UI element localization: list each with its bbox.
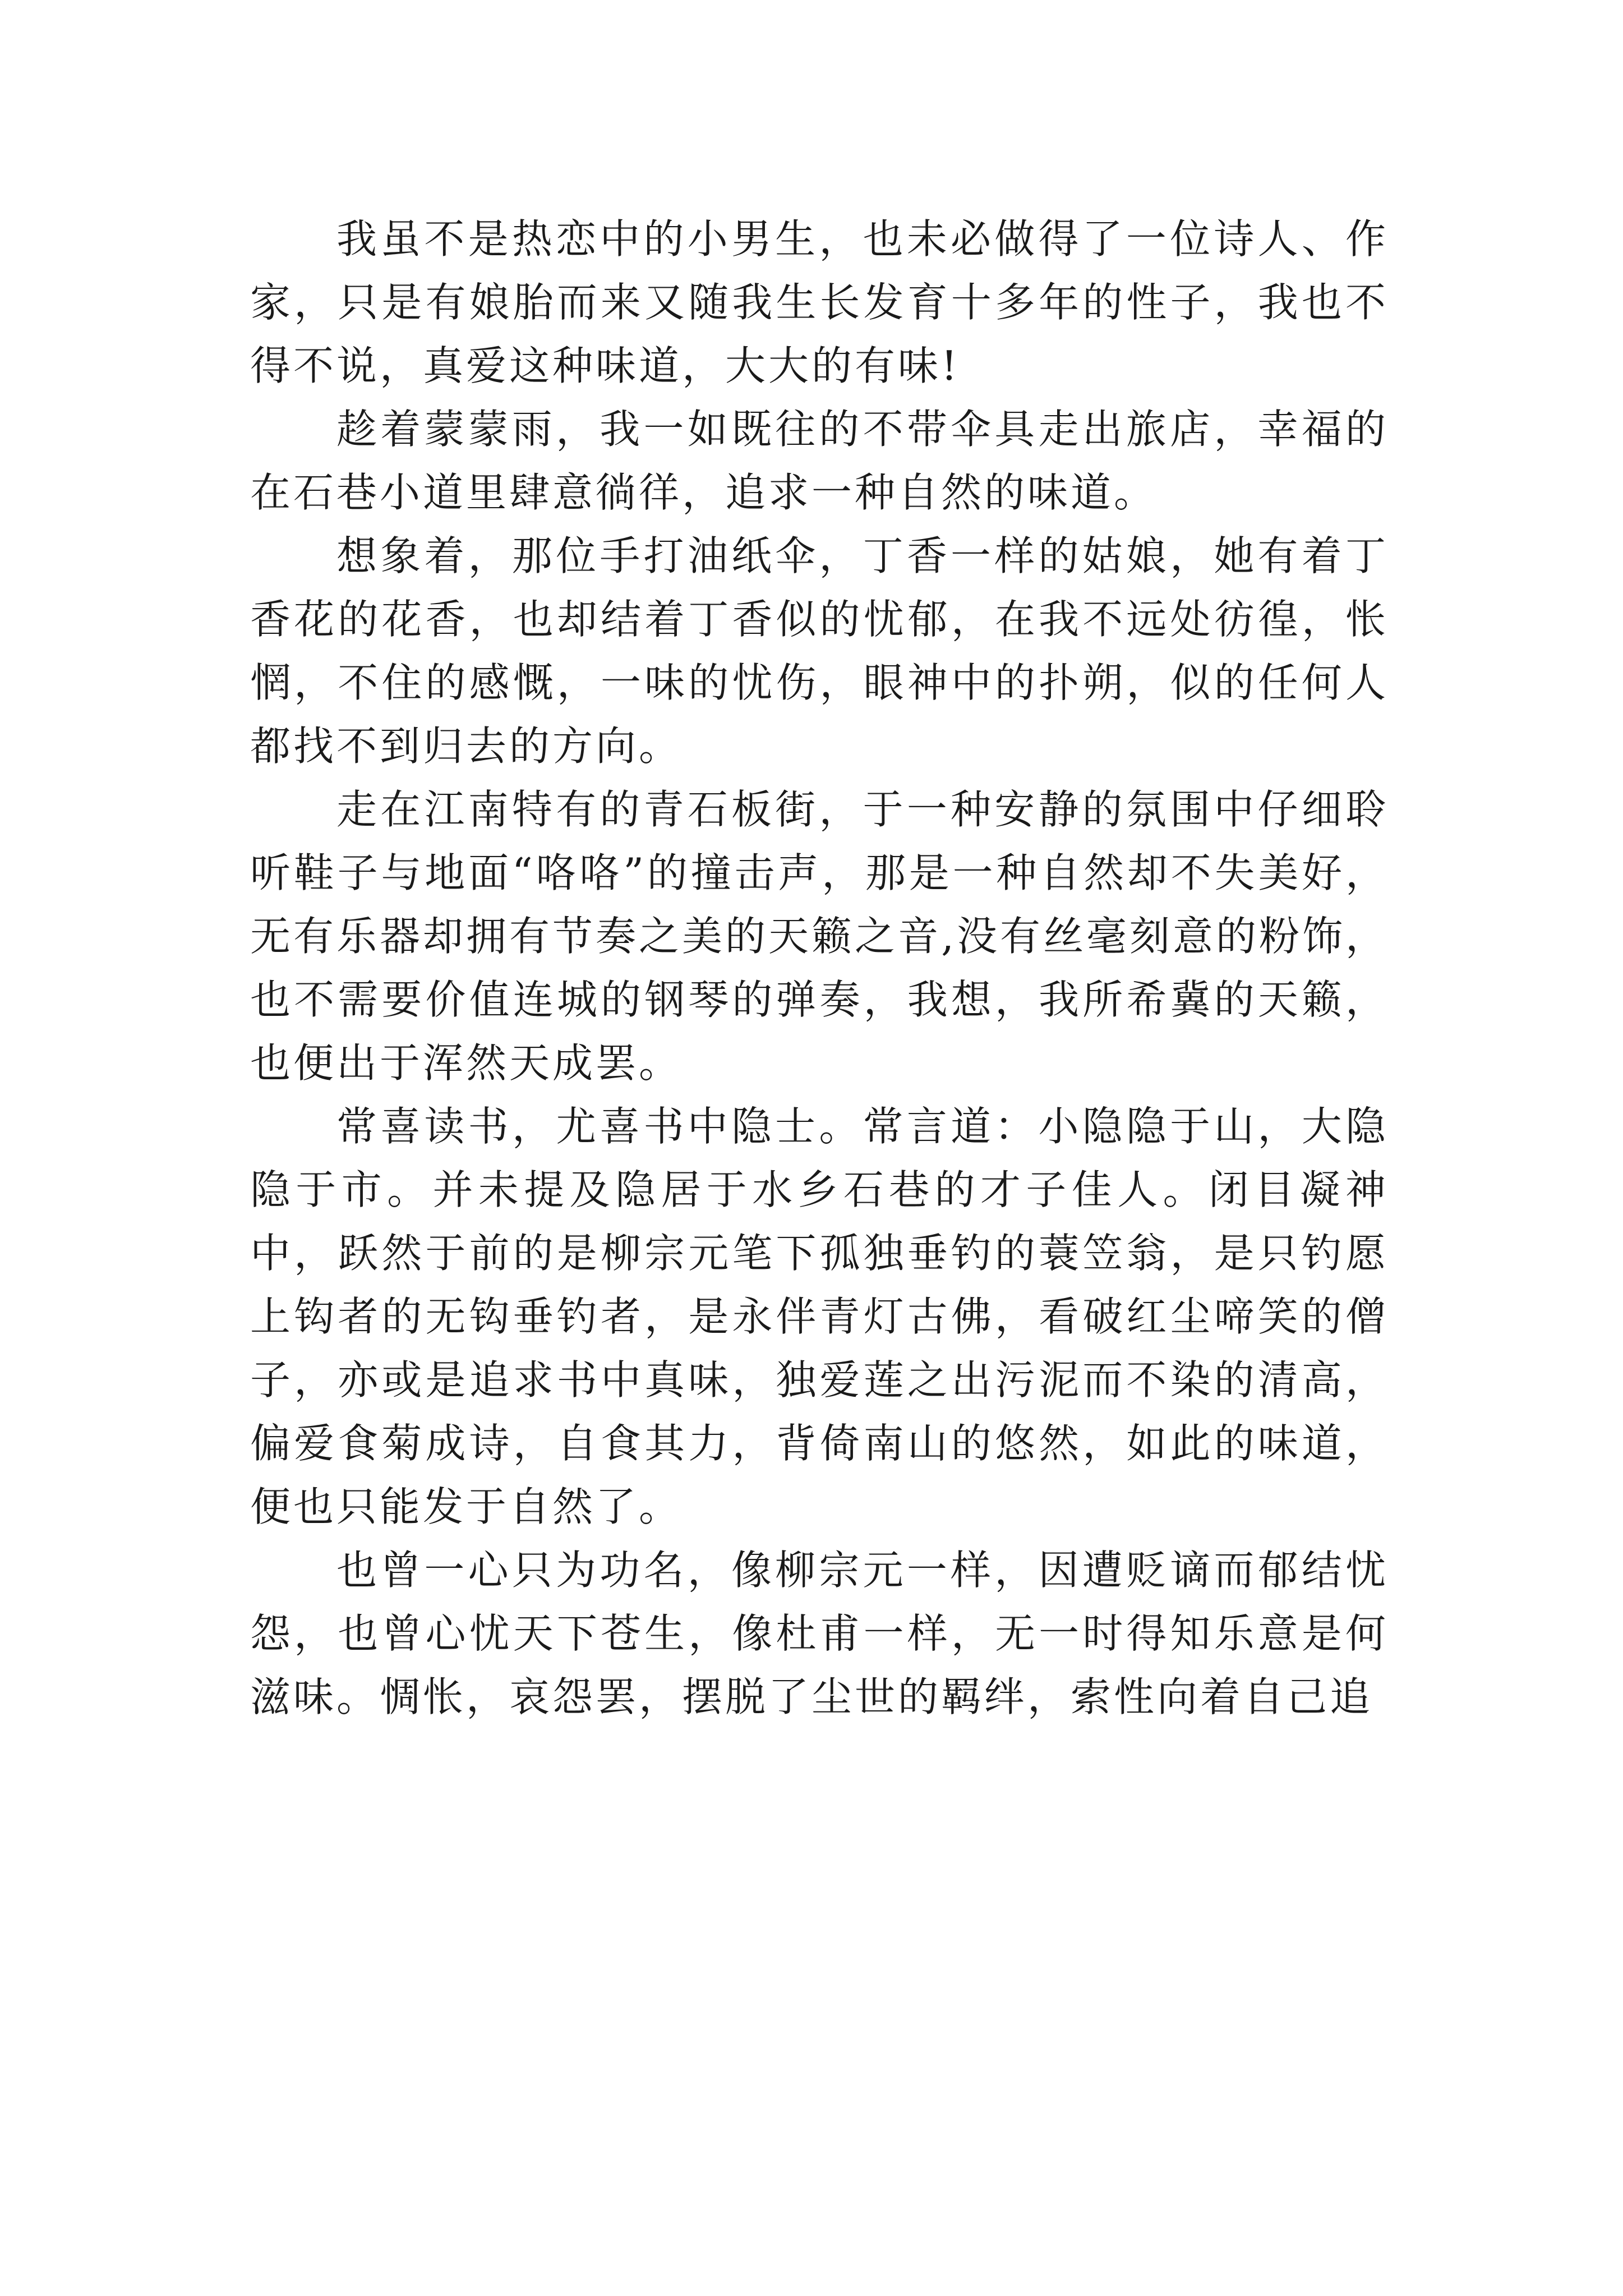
paragraph: 也曾一心只为功名，像柳宗元一样，因遭贬谪而郁结忧怨，也曾心忧天下苍生，像杜甫一样，无一时得知乐意是何滋味。惆怅，哀怨罢，摆脱了尘世的羁绊，索性向着自己追 [250,1547,1389,1720]
paragraph: 想象着，那位手打油纸伞，丁香一样的姑娘，她有着丁香花的花香，也却结着丁香似的忧郁，在我不远处彷徨，怅惘，不住的感慨，一味的忧伤，眼神中的扑朔，似的任何人都找不到归去的方向。 [250,532,1389,770]
paragraph: 趁着蒙蒙雨，我一如既往的不带伞具走出旅店，幸福的在石巷小道里肆意徜徉，追求一种自然的味道。 [250,406,1389,516]
paragraph: 常喜读书，尤喜书中隐士。常言道：小隐隐于山，大隐隐于市。并未提及隐居于水乡石巷的才子佳人。闭目凝神中，跃然于前的是柳宗元笔下孤独垂钓的蓑笠翁，是只钓愿上钩者的无钩垂钓者，是永伴青灯古佛，看破红尘啼笑的僧子，亦或是追求书中真味，独爱莲之出污泥而不染的清高，偏爱食菊成诗，自食其力，背倚南山的悠然，如此的味道，便也只能发于自然了。 [250,1103,1389,1530]
paragraph: 我虽不是热恋中的小男生，也未必做得了一位诗人、作家，只是有娘胎而来又随我生长发育十多年的性子，我也不得不说，真爱这种味道，大大的有味! [250,215,1389,389]
paragraph: 走在江南特有的青石板街，于一种安静的氛围中仔细聆听鞋子与地面“咯咯”的撞击声，那是一种自然却不失美好，无有乐器却拥有节奏之美的天籁之音,没有丝毫刻意的粉饰，也不需要价值连城的钢琴的弹奏，我想，我所希冀的天籁，也便出于浑然天成罢。 [250,786,1389,1087]
document-body [250,208,1389,1729]
